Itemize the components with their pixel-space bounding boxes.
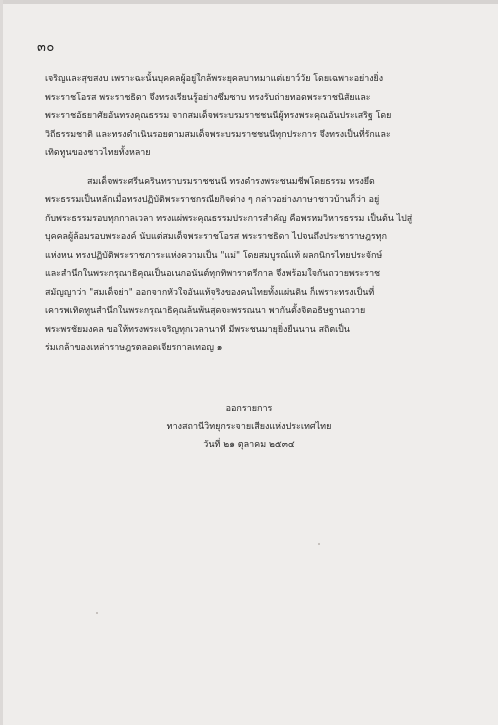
page-edge-top — [0, 0, 498, 4]
paper-speck — [318, 543, 320, 545]
body-text — [45, 70, 457, 358]
paragraph-2-line: ร่มเกล้าของเหล่าราษฎรตลอดเจียรกาลเทอญ ๑ — [45, 343, 223, 353]
paragraph-2-line: บุคคลผู้ล้อมรอบพระองค์ นับแต่สมเด็จพระราชโอรส พระราชธิดา ไปจนถึงประชาราษฎรทุก — [45, 232, 387, 242]
signature-block — [0, 400, 498, 454]
paragraph-1-line: พระราชโอรส พระราชธิดา จึงทรงเรียนรู้อย่างซึมซาบ ทรงรับถ่ายทอดพระราชนิสัยและ — [45, 92, 371, 103]
paragraph-2 — [45, 173, 457, 358]
paper-speck — [212, 298, 214, 300]
signature-line-station: ทางสถานีวิทยุกระจายเสียงแห่งประเทศไทย — [166, 422, 332, 432]
paper-speck — [96, 612, 98, 614]
paragraph-2-line: แห่งหน ทรงปฏิบัติพระราชภาระแห่งความเป็น "แม่" โดยสมบูรณ์แท้ ผลกนิกรไทยประจักษ์ — [45, 250, 383, 261]
paragraph-2-line: สมเด็จพระศรีนครินทราบรมราชชนนี ทรงดำรงพระชนมชีพโดยธรรม ทรงยึด — [87, 176, 375, 187]
signature-line-date: วันที่ ๒๑ ตุลาคม ๒๕๓๔ — [203, 440, 295, 450]
paragraph-2-line: เคารพเทิดทูนสำนึกในพระกรุณาธิคุณล้นพ้นสุดจะพรรณนา พากันตั้งจิตอธิษฐานถวาย — [45, 306, 366, 316]
paragraph-1-line: พระราชอัธยาศัยอันทรงคุณธรรม จากสมเด็จพระบรมราชชนนีผู้ทรงพระคุณอันประเสริฐ โดย — [45, 111, 392, 121]
paragraph-2-line: พระธรรมเป็นหลักเมื่อทรงปฏิบัติพระราชกรณียกิจต่าง ๆ กล่าวอย่างภาษาชาวบ้านก็ว่า อยู่ — [45, 195, 380, 205]
paragraph-1 — [45, 70, 457, 163]
paragraph-1-line: เจริญและสุขสงบ เพราะฉะนั้นบุคคลผู้อยู่ใกล้พระยุคลบาทมาแต่เยาว์วัย โดยเฉพาะอย่างยิ่ง — [45, 74, 384, 84]
paragraph-2-line: และสำนึกในพระกรุณาธิคุณเป็นอเนกอนันต์ทุกทิพาราตรีกาล จึงพร้อมใจกันถวายพระราช — [45, 269, 381, 279]
paragraph-2-line: พระพรชัยมงคล ขอให้ทรงพระเจริญทุกเวลานาที มีพระชนมายุยิ่งยืนนาน สถิตเป็น — [45, 324, 350, 335]
page-number: ๓๐ — [37, 40, 55, 55]
page-edge-left — [0, 0, 3, 725]
paragraph-2-line: กับพระธรรมรอบทุกกาลเวลา ทรงแผ่พระคุณธรรมประการสำคัญ คือพรหมวิหารธรรม เป็นต้น ไปสู่ — [45, 213, 413, 224]
signature-line-broadcast: ออกรายการ — [225, 404, 273, 414]
paragraph-2-line: สมัญญาว่า "สมเด็จย่า" ออกจากหัวใจอันแท้จริงของคนไทยทั้งแผ่นดิน ก็เพราะทรงเป็นที่ — [45, 287, 375, 298]
paragraph-1-line: เทิดทูนของชาวไทยทั้งหลาย — [45, 148, 151, 158]
paragraph-1-line: วิถีธรรมชาติ และทรงดำเนินรอยตามสมเด็จพระบรมราชชนนีทุกประการ จึงทรงเป็นที่รักและ — [45, 129, 391, 140]
